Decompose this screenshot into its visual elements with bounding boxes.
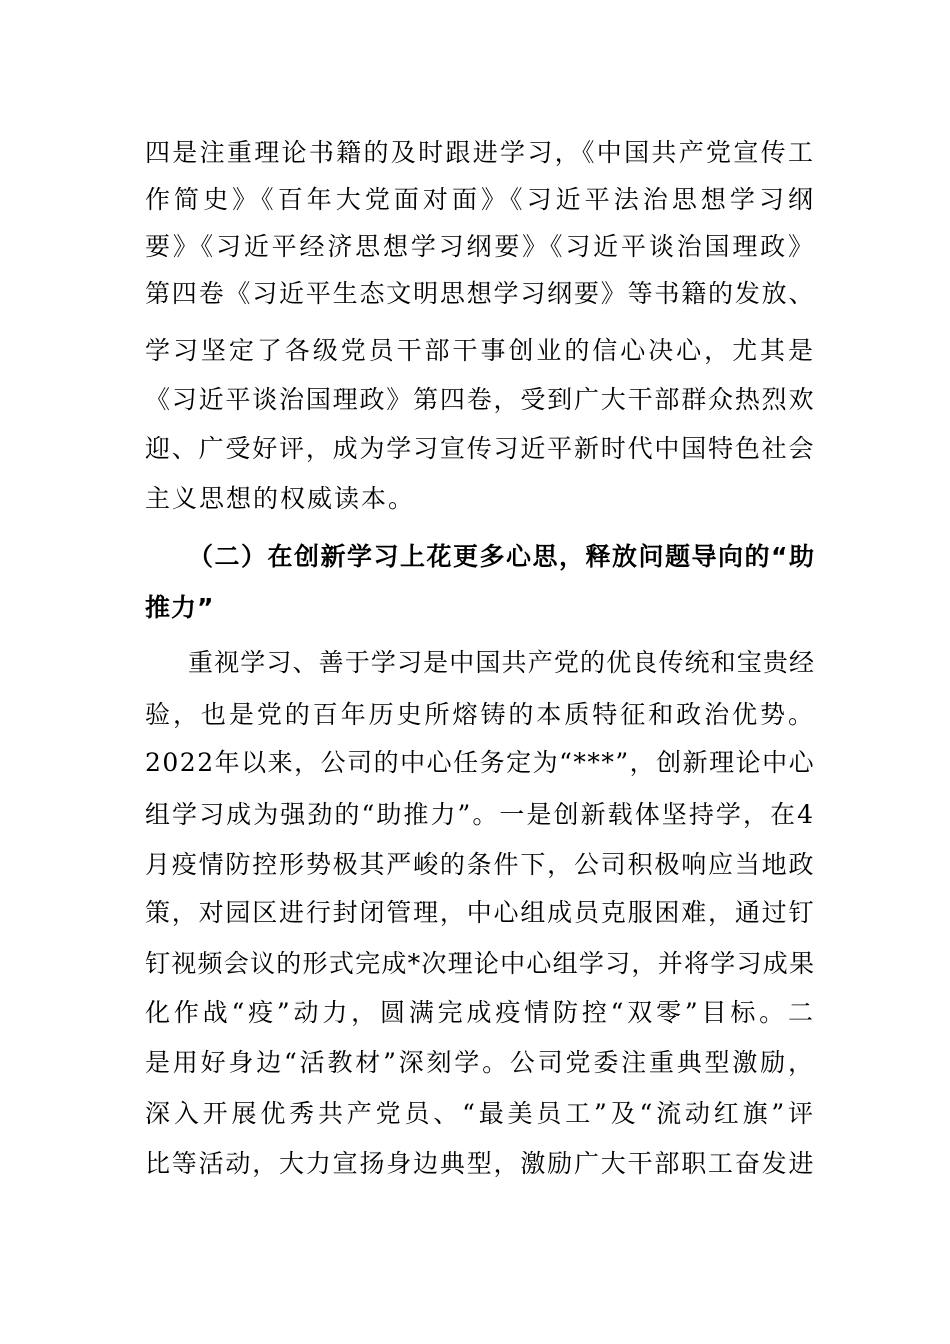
paragraph-2-line-2: 验，也是党的百年历史所熔铸的本质特征和政治优势。 <box>145 700 815 729</box>
paragraph-2-line-7: 钉视频会议的形式完成*次理论中心组学习，并将学习成果 <box>145 949 815 978</box>
paragraph-2-line-5: 月疫情防控形势极其严峻的条件下，公司积极响应当地政 <box>145 850 815 879</box>
paragraph-2-line-1: 重视学习、善于学习是中国共产党的优良传统和宝贵经 <box>188 648 815 677</box>
paragraph-2-line-6: 策，对园区进行封闭管理，中心组成员克服困难，通过钉 <box>145 898 815 927</box>
paragraph-2-line-4: 组学习成为强劲的“助推力”。一是创新载体坚持学，在4 <box>145 800 815 829</box>
section-heading-line-1: （二）在创新学习上花更多心思，释放问题导向的“助 <box>188 542 815 571</box>
paragraph-1-line-1: 四是注重理论书籍的及时跟进学习，《中国共产党宣传工 <box>145 138 815 167</box>
paragraph-2-line-9: 是用好身边“活教材”深刻学。公司党委注重典型激励， <box>145 1048 815 1077</box>
paragraph-1-line-5: 学习坚定了各级党员干部干事创业的信心决心，尤其是 <box>145 336 815 365</box>
paragraph-1-line-7: 迎、广受好评，成为学习宣传习近平新时代中国特色社会 <box>145 434 815 463</box>
paragraph-1-line-3: 要》《习近平经济思想学习纲要》《习近平谈治国理政》 <box>145 232 815 261</box>
paragraph-1-line-2: 作简史》《百年大党面对面》《习近平法治思想学习纲 <box>145 185 815 214</box>
paragraph-1-line-4: 第四卷《习近平生态文明思想学习纲要》等书籍的发放、 <box>145 279 815 308</box>
paragraph-2-line-3: 2022年以来，公司的中心任务定为“***”，创新理论中心 <box>145 748 816 777</box>
paragraph-2-line-8: 化作战“疫”动力，圆满完成疫情防控“双零”目标。二 <box>145 998 815 1027</box>
paragraph-1-line-8: 主义思想的权威读本。 <box>145 484 416 513</box>
section-heading-line-2: 推力” <box>145 593 215 622</box>
paragraph-2-line-10: 深入开展优秀共产党员、“最美员工”及“流动红旗”评 <box>145 1099 815 1128</box>
paragraph-1-line-6: 《习近平谈治国理政》第四卷，受到广大干部群众热烈欢 <box>145 385 815 414</box>
paragraph-2-line-11: 比等活动，大力宣扬身边典型，激励广大干部职工奋发进 <box>145 1149 815 1178</box>
